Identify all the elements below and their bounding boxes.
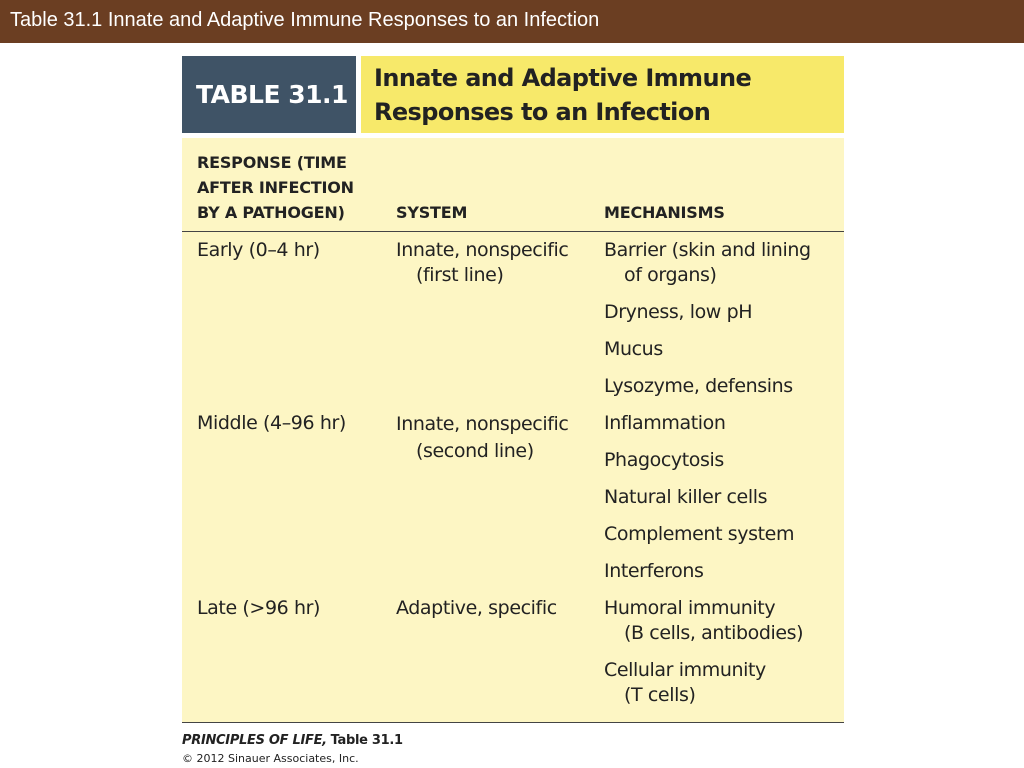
table-label-box xyxy=(182,56,356,133)
table-title-box xyxy=(361,56,844,133)
mechanism-cellular-line-2: (T cells) xyxy=(624,684,696,706)
table-label: TABLE 31.1 xyxy=(196,80,348,109)
mechanism-cellular-line-1: Cellular immunity xyxy=(604,659,766,681)
system-middle-line-2: (second line) xyxy=(416,440,534,462)
system-early xyxy=(396,238,568,288)
system-late: Adaptive, specific xyxy=(396,597,557,619)
header-response-line-1: RESPONSE (TIME xyxy=(197,153,347,172)
mechanism-barrier-line-2: of organs) xyxy=(624,264,717,286)
header-response-line-2: AFTER INFECTION xyxy=(197,178,354,197)
response-middle: Middle (4–96 hr) xyxy=(197,412,346,434)
mechanism-barrier xyxy=(604,238,811,288)
system-early-line-2: (first line) xyxy=(416,264,504,286)
header-mechanisms: MECHANISMS xyxy=(604,203,725,222)
credit-table-ref: Table 31.1 xyxy=(330,733,403,748)
credit-copyright: © 2012 Sinauer Associates, Inc. xyxy=(182,752,359,765)
mechanism-cellular xyxy=(604,658,766,708)
header-rule xyxy=(182,231,844,232)
credit-book-title: PRINCIPLES OF LIFE, xyxy=(182,733,327,748)
mechanism-humoral xyxy=(604,596,803,646)
mechanism-complement: Complement system xyxy=(604,523,795,545)
mechanism-dryness: Dryness, low pH xyxy=(604,301,753,323)
mechanism-nk-cells: Natural killer cells xyxy=(604,486,768,508)
table-bottom-rule xyxy=(182,722,844,723)
mechanism-mucus: Mucus xyxy=(604,338,663,360)
system-middle xyxy=(396,411,568,465)
mechanism-interferons: Interferons xyxy=(604,560,704,582)
system-middle-line-1: Innate, nonspecific xyxy=(396,413,569,435)
slide-title: Table 31.1 Innate and Adaptive Immune Responses to an Infection xyxy=(10,9,600,31)
mechanism-inflammation: Inflammation xyxy=(604,412,726,434)
table-title xyxy=(374,61,751,129)
slide-title-bar xyxy=(0,0,1024,43)
table-title-line-2: Responses to an Infection xyxy=(374,98,711,126)
mechanism-barrier-line-1: Barrier (skin and lining xyxy=(604,239,811,261)
credit-book xyxy=(182,733,403,748)
header-system: SYSTEM xyxy=(396,203,468,222)
header-response-line-3: BY A PATHOGEN) xyxy=(197,203,345,222)
header-response xyxy=(197,150,354,225)
table-title-line-1: Innate and Adaptive Immune xyxy=(374,64,752,92)
response-early: Early (0–4 hr) xyxy=(197,239,320,261)
mechanism-phagocytosis: Phagocytosis xyxy=(604,449,724,471)
mechanism-humoral-line-2: (B cells, antibodies) xyxy=(624,622,804,644)
system-early-line-1: Innate, nonspecific xyxy=(396,239,569,261)
mechanism-humoral-line-1: Humoral immunity xyxy=(604,597,776,619)
mechanism-lysozyme: Lysozyme, defensins xyxy=(604,375,793,397)
response-late: Late (>96 hr) xyxy=(197,597,321,619)
